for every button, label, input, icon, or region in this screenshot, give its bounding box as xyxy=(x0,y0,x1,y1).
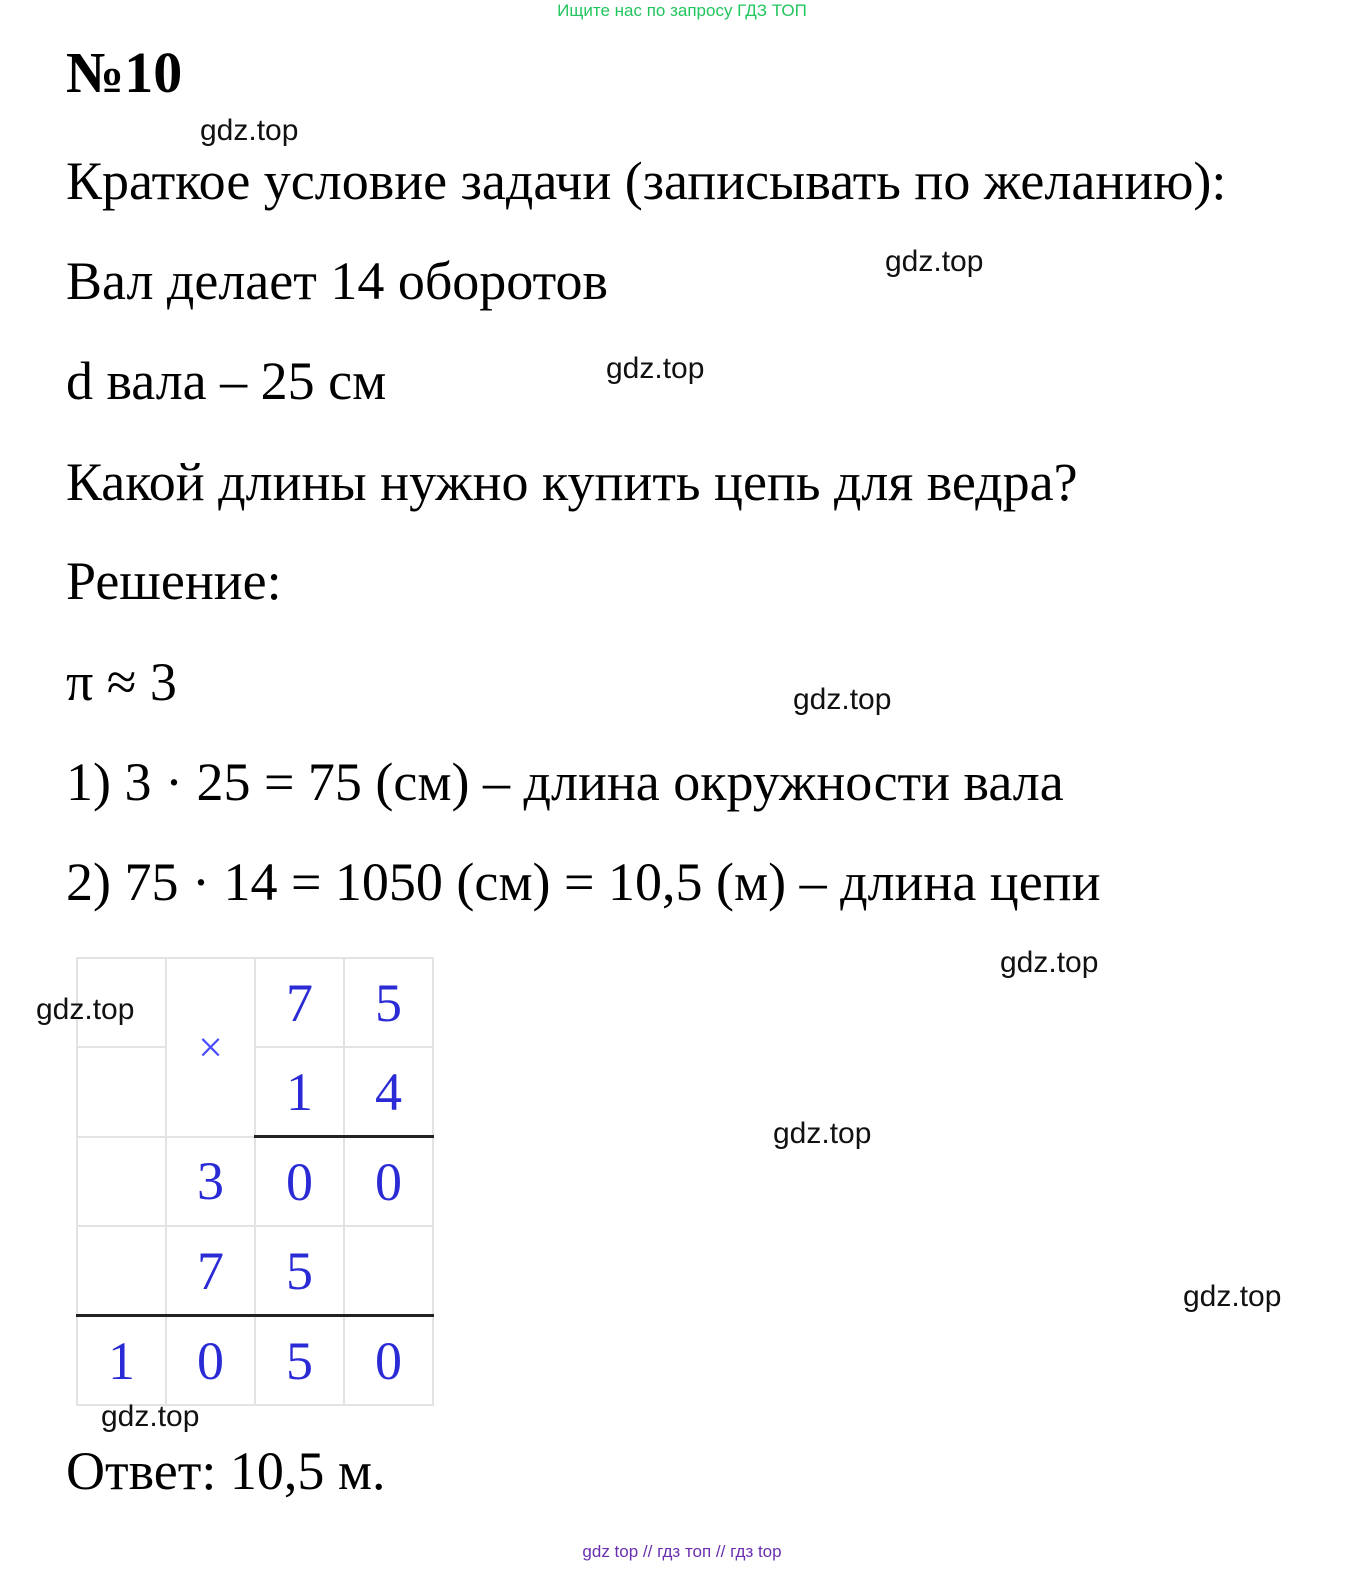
watermark: gdz.top xyxy=(606,352,705,385)
calc-digit: 5 xyxy=(255,1226,344,1316)
answer-line: Ответ: 10,5 м. xyxy=(66,1441,386,1501)
solution-step-2: 2) 75 · 14 = 1050 (см) = 10,5 (м) – длина цепи xyxy=(66,852,1101,912)
calc-digit: 0 xyxy=(166,1316,255,1406)
solution-header: Решение: xyxy=(66,551,282,611)
multiply-sign: × xyxy=(166,958,255,1137)
calc-digit: 0 xyxy=(255,1137,344,1227)
watermark: gdz.top xyxy=(101,1400,200,1433)
watermark: gdz.top xyxy=(1183,1280,1282,1313)
calc-cell-empty xyxy=(77,1047,166,1137)
calc-cell-empty xyxy=(344,1226,433,1316)
calc-digit: 1 xyxy=(255,1047,344,1137)
calc-digit: 4 xyxy=(344,1047,433,1137)
top-banner: Ищите нас по запросу ГДЗ ТОП xyxy=(557,1,807,20)
watermark: gdz.top xyxy=(885,245,984,278)
watermark: gdz.top xyxy=(793,683,892,716)
watermark: gdz.top xyxy=(1000,946,1099,979)
calc-digit: 1 xyxy=(77,1316,166,1406)
solution-step-1: 1) 3 · 25 = 75 (см) – длина окружности вала xyxy=(66,752,1064,812)
watermark: gdz.top xyxy=(773,1117,872,1150)
problem-number: №10 xyxy=(66,40,183,105)
calc-digit: 3 xyxy=(166,1137,255,1227)
calc-digit: 5 xyxy=(255,1316,344,1406)
calc-digit: 0 xyxy=(344,1137,433,1227)
calc-digit: 5 xyxy=(344,958,433,1047)
calc-cell-empty xyxy=(77,1226,166,1316)
shaft-diameter-line: d вала – 25 см xyxy=(66,351,387,411)
question-line: Какой длины нужно купить цепь для ведра? xyxy=(66,452,1078,512)
footer-watermark: gdz top // гдз топ // гдз top xyxy=(582,1542,782,1561)
calc-digit: 7 xyxy=(166,1226,255,1316)
condition-header: Краткое условие задачи (записывать по желанию): xyxy=(66,151,1227,211)
shaft-turns-line: Вал делает 14 оборотов xyxy=(66,251,608,311)
watermark: gdz.top xyxy=(200,114,299,147)
watermark: gdz.top xyxy=(36,993,135,1026)
calc-cell-empty xyxy=(77,1137,166,1227)
calc-digit: 7 xyxy=(255,958,344,1047)
pi-approximation: π ≈ 3 xyxy=(66,652,177,712)
calc-digit: 0 xyxy=(344,1316,433,1406)
